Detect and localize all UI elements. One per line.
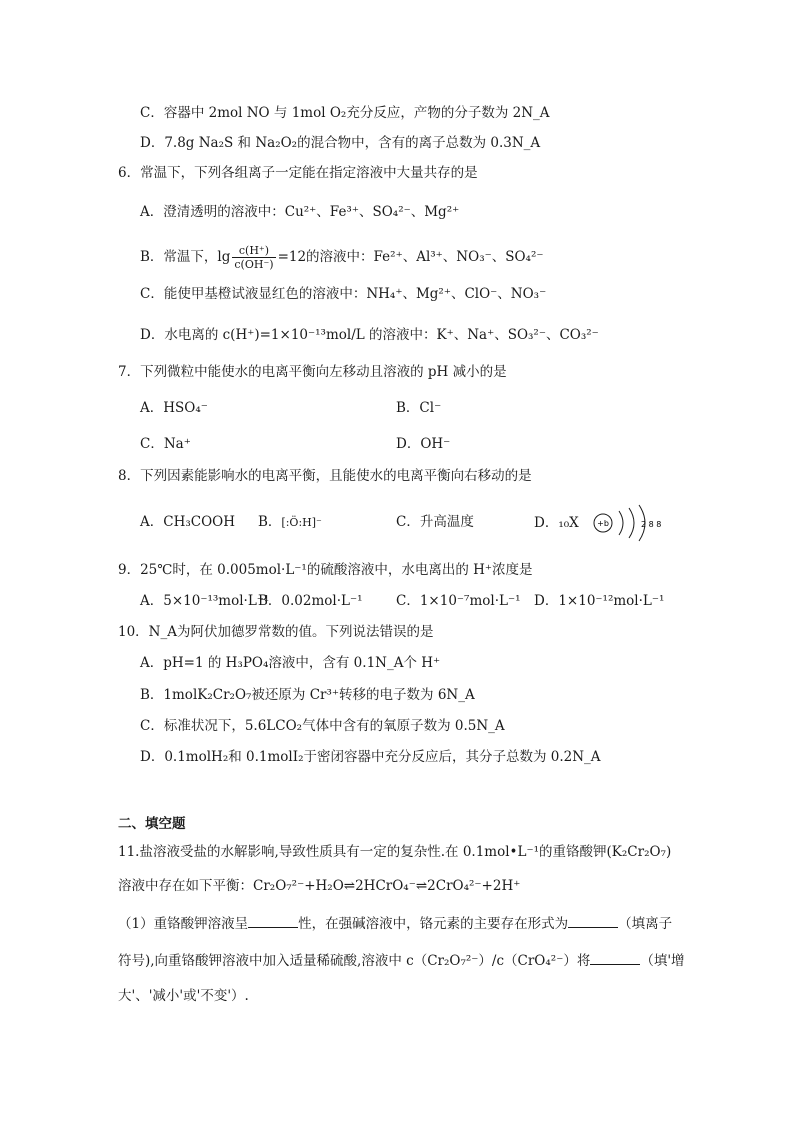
q5-option-c: C．容器中 2mol NO 与 1mol O₂充分反应，产物的分子数为 2N_A — [140, 105, 550, 121]
q9-option-b: B．0.02mol·L⁻¹ — [258, 593, 363, 609]
q11-part1-b: 性，在强碱溶液中，铬元素的主要存在形式为 — [298, 916, 569, 932]
q10-option-d: D．0.1molH₂和 0.1molI₂于密闭容器中充分反应后，其分子总数为 0.2N_A — [140, 749, 601, 765]
q7-stem: 7．下列微粒中能使水的电离平衡向左移动且溶液的 pH 减小的是 — [118, 364, 507, 380]
q6-option-a: A．澄清透明的溶液中：Cu²⁺、Fe³⁺、SO₄²⁻、Mg²⁺ — [140, 204, 460, 220]
q7-option-c: C．Na⁺ — [140, 436, 191, 452]
q8-b-hydroxide-formula: [:Ö:H]⁻ — [281, 515, 322, 529]
q7-option-d: D．OH⁻ — [396, 436, 451, 452]
q10-stem: 10．N_A为阿伏加德罗常数的值。下列说法错误的是 — [118, 624, 434, 640]
q11-part2-b: （填'增 — [640, 953, 685, 969]
q6-b-prefix: B．常温下，lg — [140, 249, 231, 265]
q11-part1-a: （1）重铬酸钾溶液呈 — [118, 916, 249, 932]
answer-blank-1[interactable] — [248, 913, 298, 928]
q9-stem: 9．25℃时，在 0.005mol·L⁻¹的硫酸溶液中，水电离出的 H⁺浓度是 — [118, 562, 533, 578]
q8-b-label: B． — [258, 514, 282, 530]
q8-d-symbol: ₁₀X — [558, 515, 579, 531]
q10-option-c: C．标准状况下，5.6LCO₂气体中含有的氧原子数为 0.5N_A — [140, 718, 505, 734]
q6-b-denominator: c(OH⁻) — [234, 258, 274, 271]
q7-option-b: B．Cl⁻ — [396, 400, 442, 416]
q6-b-fraction — [232, 244, 275, 271]
q9-option-a: A．5×10⁻¹³mol·L⁻¹ — [140, 593, 270, 609]
q9-option-c: C．1×10⁻⁷mol·L⁻¹ — [396, 593, 521, 609]
q8-option-c: C．升高温度 — [396, 514, 474, 530]
q11-equilibrium: 溶液中存在如下平衡：Cr₂O₇²⁻+H₂O⇌2HCrO₄⁻⇌2CrO₄²⁻+2H⁺ — [118, 878, 521, 894]
answer-blank-2[interactable] — [568, 913, 618, 928]
section-heading: 二、填空题 — [118, 816, 186, 832]
q11-part1-line2 — [118, 950, 685, 970]
answer-blank-3[interactable] — [590, 950, 640, 965]
q6-option-d: D．水电离的 c(H⁺)=1×10⁻¹³mol/L 的溶液中：K⁺、Na⁺、SO₃²⁻、CO₃²⁻ — [140, 327, 599, 343]
nucleus-charge: +b — [597, 519, 609, 528]
q10-option-a: A．pH=1 的 H₃PO₄溶液中，含有 0.1N_A个 H⁺ — [140, 655, 441, 671]
q7-option-a: A．HSO₄⁻ — [140, 400, 208, 416]
q11-part2-a: 符号),向重铬酸钾溶液中加入适量稀硫酸,溶液中 c（Cr₂O₇²⁻）/c（CrO₄²⁻）将 — [118, 953, 591, 969]
q6-stem: 6．常温下，下列各组离子一定能在指定溶液中大量共存的是 — [118, 165, 478, 181]
q8-d-label: D． — [534, 515, 559, 531]
atom-structure-diagram — [583, 503, 683, 543]
atom-shells-svg — [583, 503, 683, 543]
q8-stem: 8．下列因素能影响水的电离平衡，且能使水的电离平衡向右移动的是 — [118, 468, 532, 484]
q11-part1-line1 — [118, 913, 672, 933]
q5-option-d: D．7.8g Na₂S 和 Na₂O₂的混合物中，含有的离子总数为 0.3N_A — [140, 135, 541, 151]
q11-line-1: 11.盐溶液受盐的水解影响,导致性质具有一定的复杂性.在 0.1mol•L⁻¹的重铬酸钾(K₂Cr₂O₇) — [118, 844, 672, 860]
q8-option-a: A．CH₃COOH — [140, 514, 236, 530]
shell-arc-2 — [629, 508, 634, 538]
q6-option-b — [140, 244, 544, 271]
q8-option-b — [258, 513, 322, 532]
q8-option-d — [534, 503, 683, 543]
q6-b-numerator: c(H⁺) — [232, 244, 275, 258]
q11-part1-c: （填离子 — [618, 916, 673, 932]
q6-b-suffix: =12的溶液中：Fe²⁺、Al³⁺、NO₃⁻、SO₄²⁻ — [277, 249, 544, 265]
q6-option-c: C．能使甲基橙试液显红色的溶液中：NH₄⁺、Mg²⁺、ClO⁻、NO₃⁻ — [140, 286, 547, 302]
shell-arc-1 — [619, 511, 623, 535]
q11-part1-line3: 大'、'减小'或'不变'）. — [118, 988, 249, 1004]
q10-option-b: B．1molK₂Cr₂O₇被还原为 Cr³⁺转移的电子数为 6N_A — [140, 687, 475, 703]
shell-electron-counts: 2 8 8 — [641, 520, 662, 529]
q9-option-d: D．1×10⁻¹²mol·L⁻¹ — [534, 593, 665, 609]
